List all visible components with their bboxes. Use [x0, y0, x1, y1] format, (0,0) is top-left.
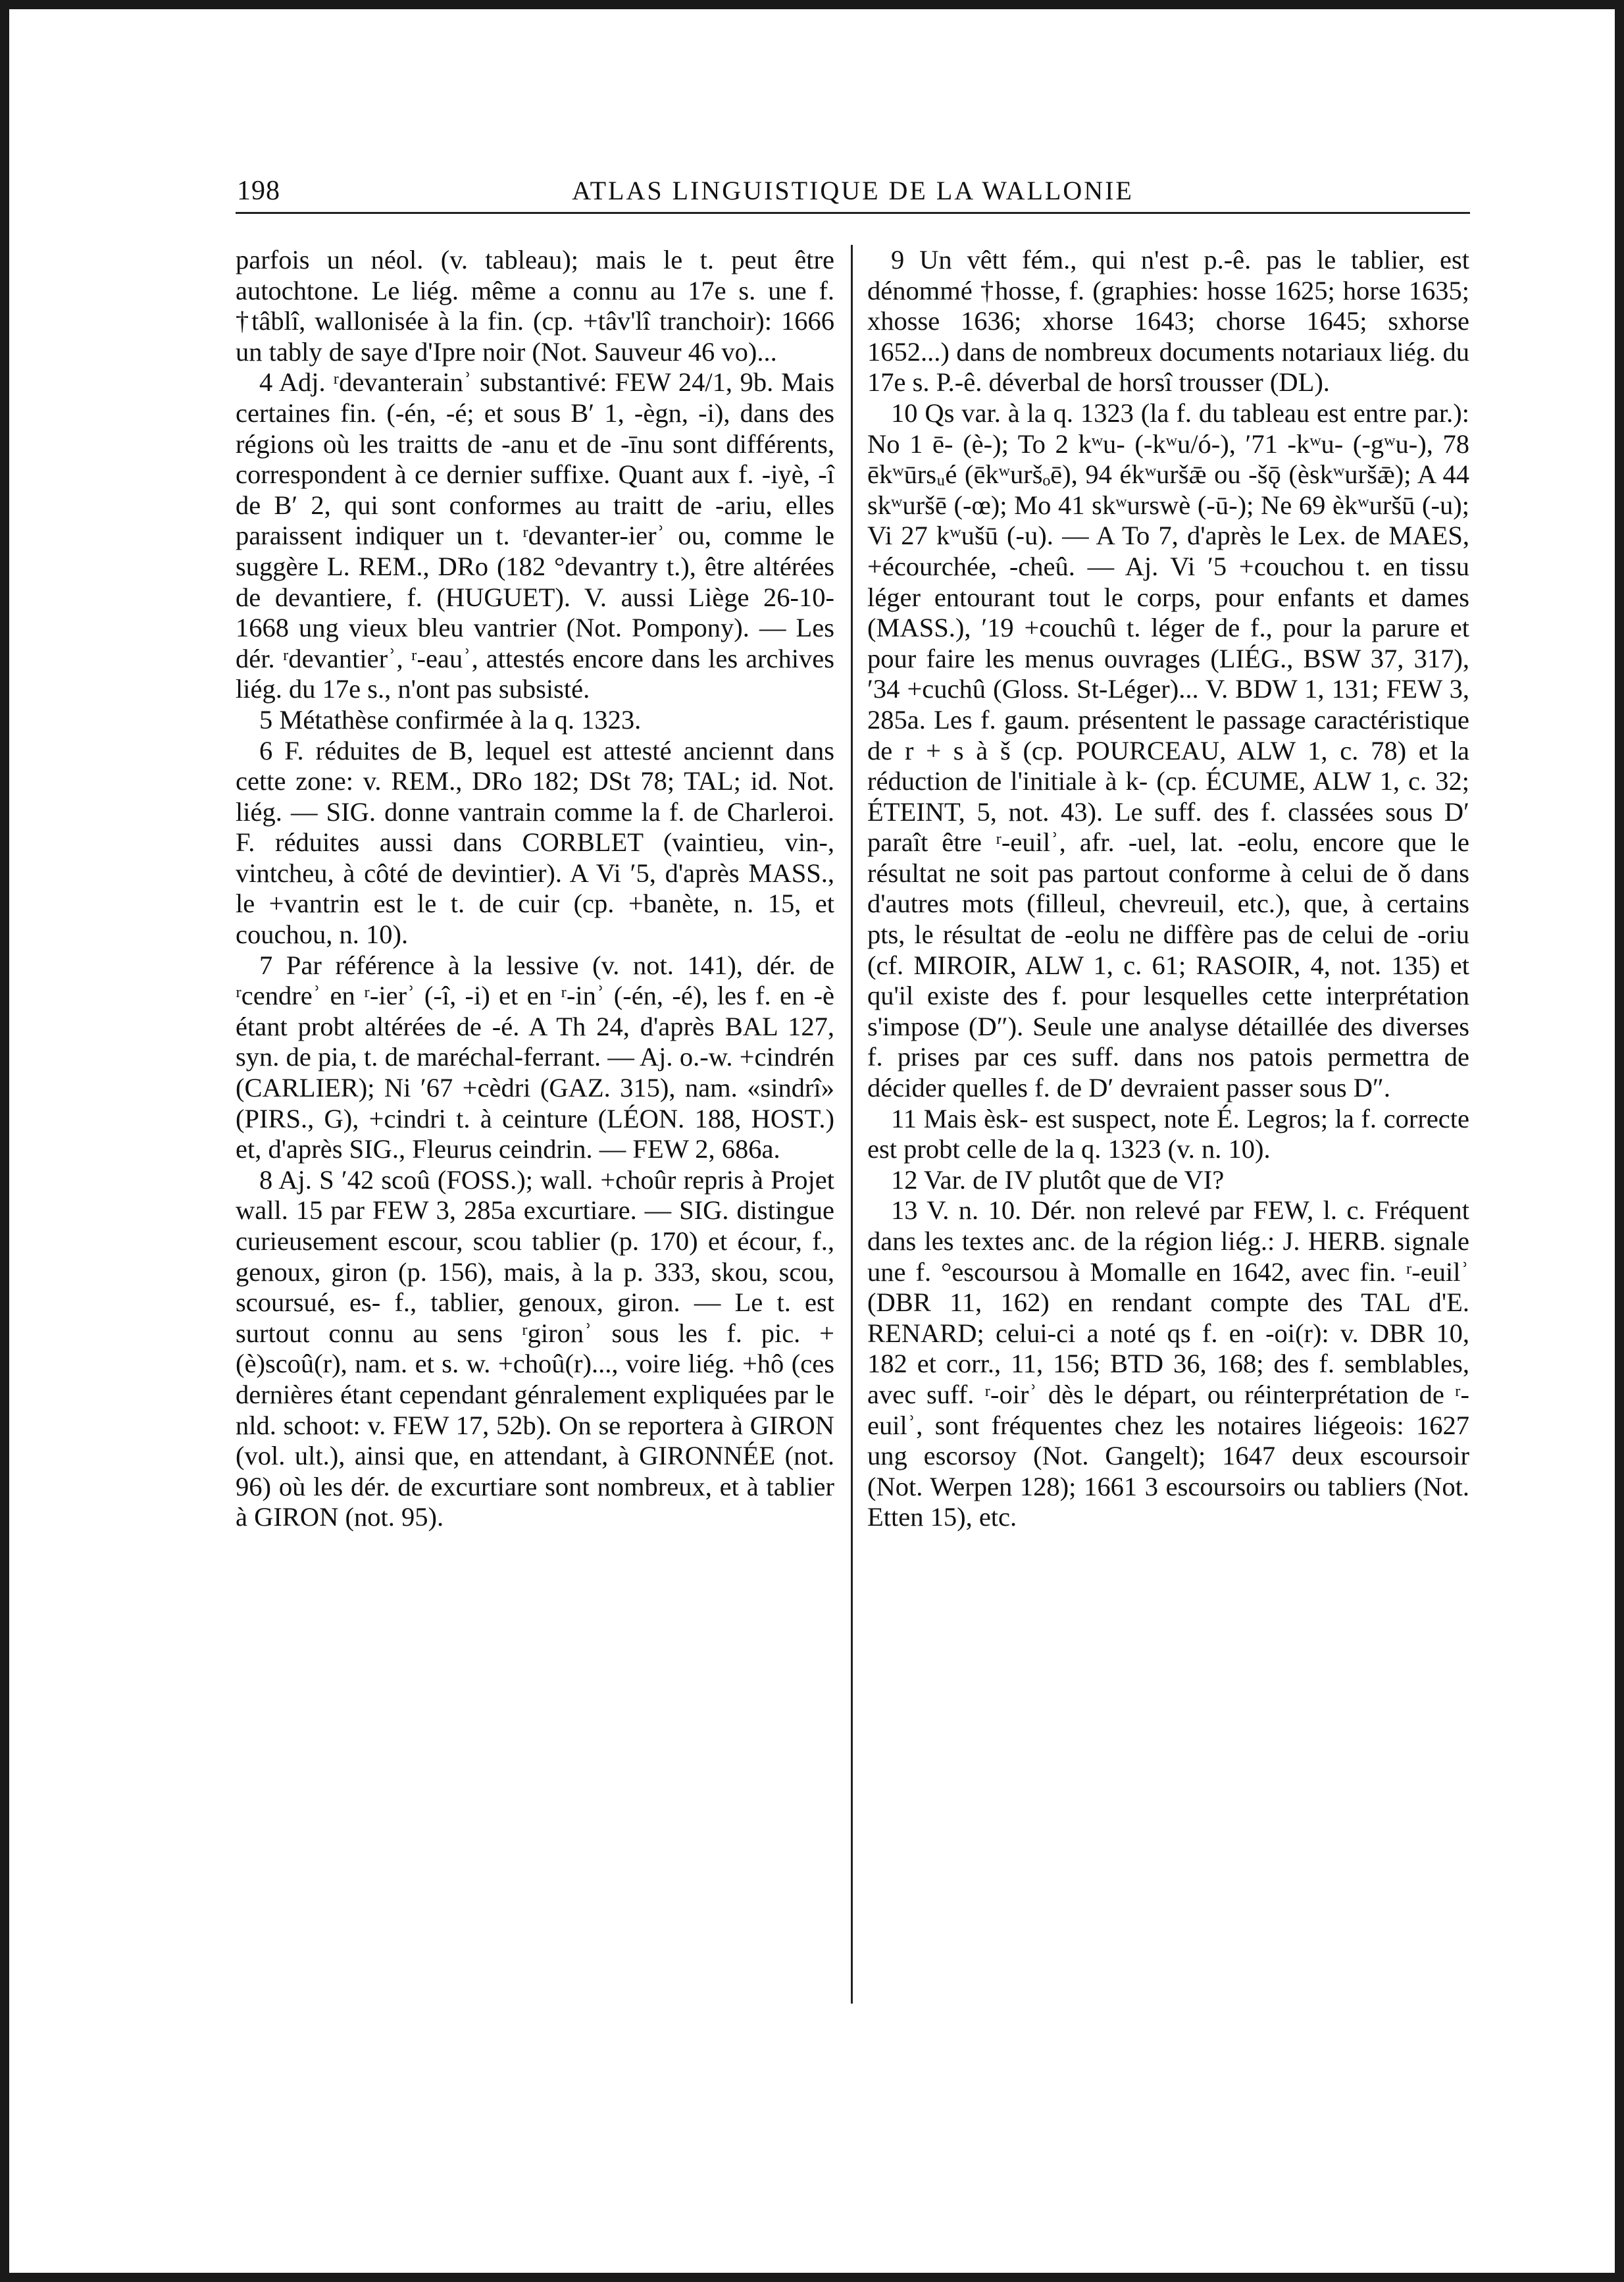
footnote-9: 9 Un vêtt fém., qui n'est p.-ê. pas le tablier, est dénommé †hosse, f. (graphies: hosse 1625; horse 1635; xhosse 1636; xhorse 1643; chorse 1645; sxhorse 1652...) dans de nombreux documents notariaux liég. du 17e s. P.-ê. déverbal de horsî trousser (DL). — [867, 245, 1469, 398]
left-column — [236, 245, 834, 1533]
footnote-5: 5 Métathèse confirmée à la q. 1323. — [259, 704, 642, 735]
footnote-11: 11 Mais èsk- est suspect, note É. Legros; la f. correcte est probt celle de la q. 1323 (v. n. 10). — [867, 1103, 1469, 1164]
paragraph: parfois un néol. (v. tableau); mais le t. peut être autochtone. Le liég. même a connu au 17e s. une f. †tâblî, wallonisée à la fin. (cp. +tâv'lî tranchoir): 1666 un tably de saye d'Ipre noir (Not. Sauveur 46 vo)... — [236, 245, 834, 367]
footnote-13: 13 V. n. 10. Dér. non relevé par FEW, l. c. Fréquent dans les textes anc. de la région liég.: J. HERB. signale une f. °escoursou à Momalle en 1642, avec fin. ʳ-euilʾ (DBR 11, 162) en rendant compte des TAL d'E. RENARD; celui-ci a noté qs f. en -oi(r): v. DBR 10, 182 et corr., 11, 156; BTD 36, 168; des f. semblables, avec suff. ʳ-oirʾ dès le départ, ou réinterprétation de ʳ-euilʾ, sont fréquentes chez les notaires liégeois: 1627 ung escorsoy (Not. Gangelt); 1647 deux escoursoir (Not. Werpen 128); 1661 3 escoursoirs ou tabliers (Not. Etten 15), etc. — [867, 1195, 1469, 1532]
right-column — [867, 245, 1469, 1533]
footnote-10: 10 Qs var. à la q. 1323 (la f. du tableau est entre par.): No 1 ē- (è-); To 2 kʷu- (-kʷu/ó-), ′71 -kʷu- (-gʷu-), 78 ēkʷūrsᵤé (ēkʷuršₒē), 94 ékʷuršǣ ou -šǭ (èskʷuršǣ); A 44 skʷuršē (-œ); Mo 41 skʷurswè (-ū-); Ne 69 èkʷuršū (-u); Vi 27 kʷušū (-u). — A To 7, d'après le Lex. de MAES, +écourchée, -cheû. — Aj. Vi ′5 +couchou t. en tissu léger entourant tout le corps, pour enfants et dames (MASS.), ′19 +couchû t. léger de f., pour la parure et pour faire les menus ouvrages (LIÉG., BSW 37, 317), ′34 +cuchû (Gloss. St-Léger)... V. BDW 1, 131; FEW 3, 285a. Les f. gaum. présentent le passage caractéristique de r + s à š (cp. POURCEAU, ALW 1, c. 78) et la réduction de l'initiale à k- (cp. ÉCUME, ALW 1, c. 32; ÉTEINT, 5, not. 43). Le suff. des f. classées sous D′ paraît être ʳ-euilʾ, afr. -uel, lat. -eolu, encore que le résultat ne soit pas partout conforme à celui de ǒ dans d'autres mots (filleul, chevreuil, etc.), que, à certains pts, le résultat de -eolu ne diffère pas de celui de -oriu (cf. MIROIR, ALW 1, c. 61; RASOIR, 4, not. 135) et qu'il existe des f. pour lesquelles cette interprétation s'impose (D″). Seule une analyse détaillée des diverses f. prises par ces suff. dans nos patois permettra de décider quelles f. de D′ devraient passer sous D″. — [867, 398, 1469, 1103]
footnote-7: 7 Par référence à la lessive (v. not. 141), dér. de ʳcendreʾ en ʳ-ierʾ (-î, -i) et en ʳ-inʾ (-én, -é), les f. en -è étant probt altérées de -é. A Th 24, d'après BAL 127, syn. de pia, t. de maréchal-ferrant. — Aj. o.-w. +cindrén (CARLIER); Ni ′67 +cèdri (GAZ. 315), nam. «sindrî» (PIRS., G), +cindri t. à ceinture (LÉON. 188, HOST.) et, d'après SIG., Fleurus ceindrin. — FEW 2, 686a. — [236, 950, 834, 1164]
footnote-12: 12 Var. de IV plutôt que de VI? — [891, 1164, 1225, 1195]
footnote-8: 8 Aj. S ′42 scoû (FOSS.); wall. +choûr repris à Projet wall. 15 par FEW 3, 285a excurtiare. — SIG. distingue curieusement escour, scou tablier (p. 170) et écour, f., genoux, giron (p. 156), mais, à la p. 333, skou, scou, scoursué, es- f., tablier, genoux, giron. — Le t. est surtout connu au sens ʳgironʾ sous les f. pic. +(è)scoû(r), nam. et s. w. +choû(r)..., voire liég. +hô (ces dernières étant cependant génralement expliquées par le nld. schoot: v. FEW 17, 52b). On se reportera à GIRON (vol. ult.), ainsi que, en attendant, à GIRONNÉE (not. 96) où les dér. de excurtiare sont nombreux, et à tablier à GIRON (not. 95). — [236, 1164, 834, 1532]
footnote-4: 4 Adj. ʳdevanterainʾ substantivé: FEW 24/1, 9b. Mais certaines fin. (-én, -é; et sous B′ 1, -ègn, -i), dans des régions où les traitts de -anu et de -īnu sont différents, correspondent à ce dernier suffixe. Quant aux f. -iyè, -î de B′ 2, qui sont conformes au traitt de -ariu, elles paraissent indiquer un t. ʳdevanter-ierʾ ou, comme le suggère L. REM., DRo (182 °devantry t.), être altérées de devantiere, f. (HUGUET). V. aussi Liège 26-10-1668 ung vieux bleu vantrier (Not. Pompony). — Les dér. ʳdevantierʾ, ʳ-eauʾ, attestés encore dans les archives liég. du 17e s., n'ont pas subsisté. — [236, 367, 834, 704]
column-divider — [851, 245, 853, 2004]
page-number: 198 — [237, 176, 280, 206]
running-title: ATLAS LINGUISTIQUE DE LA WALLONIE — [572, 176, 1134, 205]
footnote-6: 6 F. réduites de B, lequel est attesté anciennt dans cette zone: v. REM., DRo 182; DSt 78; TAL; id. Not. liég. — SIG. donne vantrain comme la f. de Charleroi. F. réduites aussi dans CORBLET (vaintieu, vin-, vintcheu, à côté de devintier). A Vi ′5, d'après MASS., le +vantrin est le t. de cuir (cp. +banète, n. 15, et couchou, n. 10). — [236, 735, 834, 950]
page-header — [236, 172, 1470, 214]
